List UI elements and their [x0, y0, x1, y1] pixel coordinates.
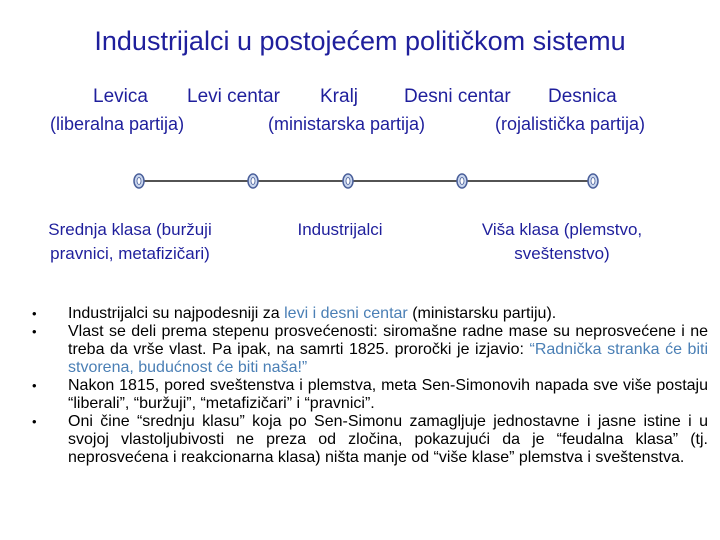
party-liberalna: (liberalna partija)	[50, 114, 185, 134]
group-industrijalci: Industrijalci	[297, 220, 383, 239]
bullet-item-4	[28, 413, 708, 467]
spectrum-node-kralj	[343, 174, 353, 188]
bullet-1-highlight: levi i desni centar	[284, 305, 408, 322]
bullet-list	[28, 305, 708, 467]
page-title: Industrijalci u postojećem političkom sistemu	[94, 26, 626, 56]
bullet-item-1	[28, 305, 708, 323]
bullet-item-3	[28, 377, 708, 413]
bullet-3-text: Nakon 1815, pored sveštenstva i plemstva, meta Sen-Simonovih napada sve više postaju “liberali”, “buržuji”, “metafizičari” i “pravnici”.	[68, 377, 708, 412]
spectrum-node-desnica	[588, 174, 598, 188]
bullet-4-text: Oni čine “srednju klasu” koja po Sen-Simonu zamagljuje jednostavne i jasne istine i u svojoj vlastoljubivosti ne preza od zločina, pokazujući da je “feudalna klasa” (tj. neprosvećena i reakcionarna klasa) ništa manje od “više klase” plemstva i sveštenstva.	[68, 413, 708, 466]
spectrum-node-levica	[134, 174, 144, 188]
label-desnica: Desnica	[548, 86, 617, 107]
group-srednja-klasa	[20, 218, 240, 266]
party-ministarska: (ministarska partija)	[268, 114, 426, 134]
bullet-1-text: Industrijalci su najpodesniji za	[68, 305, 285, 322]
spectrum-node-levi-centar	[248, 174, 258, 188]
group-visa-klasa-line2: sveštenstvo)	[514, 244, 610, 263]
group-srednja-klasa-line2: pravnici, metafizičari)	[50, 244, 210, 263]
label-desni-centar: Desni centar	[404, 86, 511, 107]
spectrum-node-desni-centar	[457, 174, 467, 188]
party-rojalisticka: (rojalistička partija)	[495, 114, 646, 134]
bullet-2-text: Vlast se deli prema stepenu prosvećenosti: siromašne radne mase su neprosvećene i ne treba da vrše vlast. Pa ipak, na samrti 1825. proročki je izjavio:	[68, 323, 708, 358]
bullet-marker: •	[32, 414, 37, 429]
bullet-item-2	[28, 323, 708, 377]
label-kralj: Kralj	[320, 86, 359, 107]
bullet-marker: •	[32, 324, 37, 339]
bullet-1-text-end: (ministarsku partiju).	[407, 305, 557, 322]
label-levica: Levica	[93, 86, 148, 107]
bullet-marker: •	[32, 378, 37, 393]
label-levi-centar: Levi centar	[187, 86, 280, 107]
group-visa-klasa	[452, 218, 672, 266]
group-visa-klasa-line1: Viša klasa (plemstvo,	[481, 220, 643, 239]
group-srednja-klasa-line1: Srednja klasa (buržuji	[48, 220, 212, 239]
bullet-marker: •	[32, 306, 37, 321]
bullet-2-quote: “Radnička stranka će biti stvorena, budućnost će biti naša!”	[68, 341, 709, 376]
